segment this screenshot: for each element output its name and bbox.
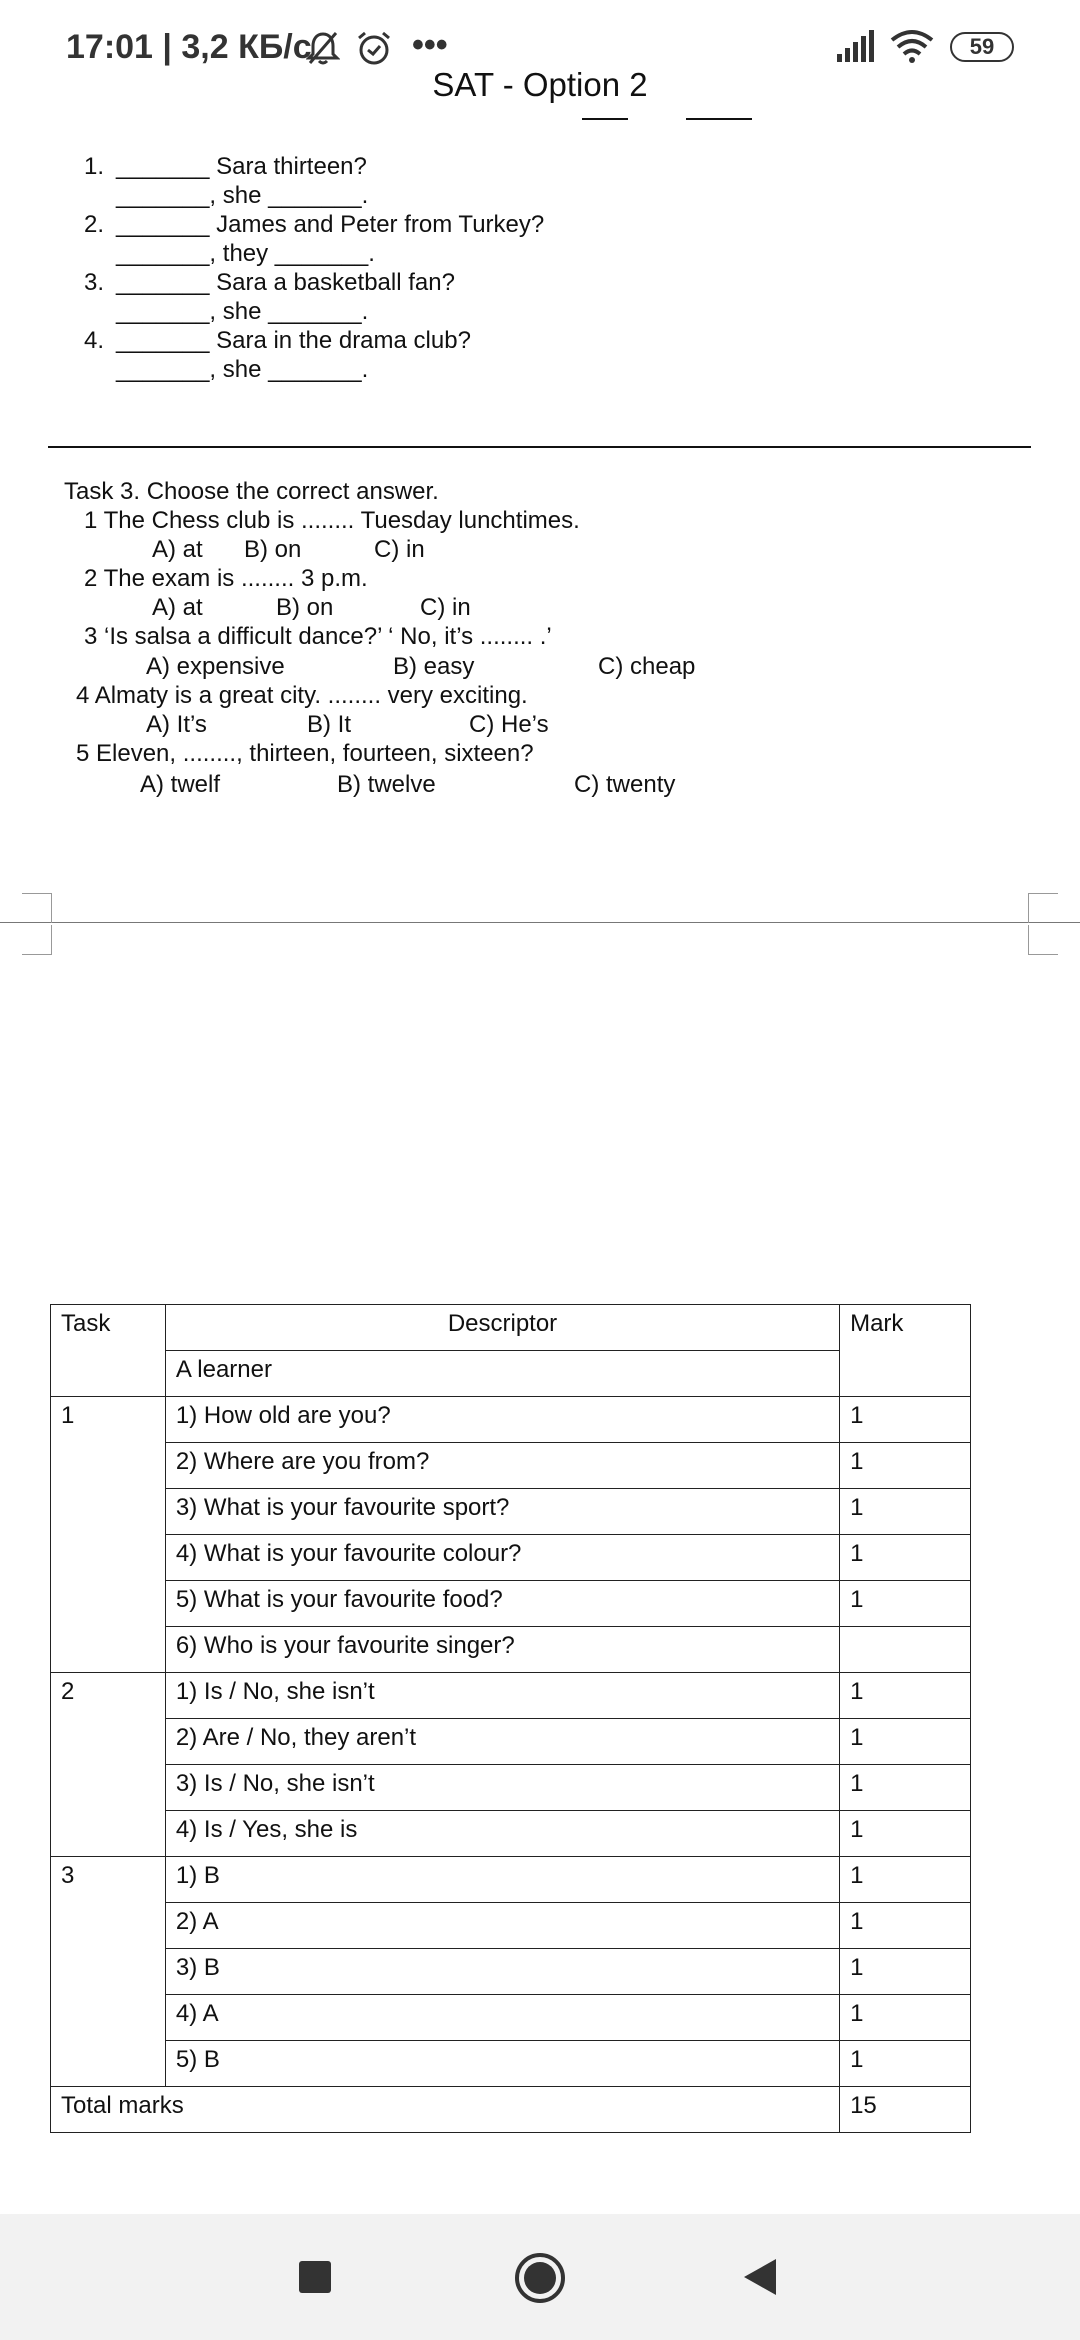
table-row: [51, 1903, 971, 1949]
header-task: Task: [51, 1305, 166, 1397]
table-row: [51, 1535, 971, 1581]
crop-mark: [1028, 893, 1058, 923]
task3-option-a: A) It’s: [146, 711, 207, 738]
task3-option-a: A) at: [152, 536, 203, 563]
table-row: [51, 1765, 971, 1811]
descriptor-cell: 2) Where are you from?: [165, 1443, 839, 1489]
task3-option-a: A) expensive: [146, 653, 285, 680]
header-descriptor: Descriptor: [165, 1305, 839, 1351]
mark-cell: 1: [840, 1397, 971, 1443]
mark-cell: 1: [840, 1949, 971, 1995]
table-row: [51, 1673, 971, 1719]
task3-question: 4 Almaty is a great city. ........ very exciting.: [76, 682, 528, 709]
task3-option-b: B) It: [307, 711, 352, 738]
section-divider: [48, 446, 1031, 448]
table-row: [51, 2041, 971, 2087]
descriptor-cell: 1) B: [165, 1857, 839, 1903]
home-circle-icon[interactable]: [514, 2252, 566, 2304]
descriptor-cell: 3) B: [165, 1949, 839, 1995]
crop-mark: [22, 925, 52, 955]
task2-answer: _______, she _______.: [116, 298, 369, 325]
recents-square-icon[interactable]: [298, 2260, 332, 2294]
task3-option-c: C) in: [420, 594, 471, 621]
mark-cell: 1: [840, 1719, 971, 1765]
mark-cell: 1: [840, 1903, 971, 1949]
status-bar: [0, 0, 1080, 70]
status-time-speed: 17:01 | 3,2 КБ/с: [66, 28, 312, 66]
alarm-icon: [356, 30, 392, 66]
back-triangle-icon[interactable]: [742, 2258, 778, 2296]
mark-cell: 1: [840, 1811, 971, 1857]
document-title: SAT - Option 2: [432, 66, 648, 103]
task3-option-b: B) twelve: [337, 771, 436, 798]
descriptor-cell: 5) B: [165, 2041, 839, 2087]
wifi-icon: [890, 28, 934, 64]
task2-number: 1.: [84, 153, 105, 180]
battery-icon: [950, 32, 1014, 62]
task3-option-b: B) on: [276, 594, 334, 621]
mark-cell: 1: [840, 2041, 971, 2087]
mark-cell: 1: [840, 1443, 971, 1489]
crop-mark: [22, 893, 52, 923]
table-row: [51, 1811, 971, 1857]
task3-option-b: B) on: [244, 536, 302, 563]
page-separator: [0, 922, 1080, 923]
task3-option-c: C) cheap: [598, 653, 696, 680]
task3-option-c: C) in: [374, 536, 425, 563]
partial-line: [582, 118, 628, 120]
task3-option-c: C) twenty: [574, 771, 676, 798]
navigation-bar: [0, 2214, 1080, 2340]
status-more: •••: [412, 26, 448, 64]
table-row: [51, 1581, 971, 1627]
descriptor-cell: 2) Are / No, they aren’t: [165, 1719, 839, 1765]
descriptor-cell: 1) How old are you?: [165, 1397, 839, 1443]
total-value: 15: [840, 2087, 971, 2133]
header-mark: Mark: [840, 1305, 971, 1397]
task3-question: 5 Eleven, ........, thirteen, fourteen, sixteen?: [76, 740, 534, 767]
signal-icon: [835, 28, 877, 64]
descriptor-cell: 1) Is / No, she isn’t: [165, 1673, 839, 1719]
table-row: [51, 1627, 971, 1673]
table-row: [51, 1719, 971, 1765]
descriptor-cell: 6) Who is your favourite singer?: [165, 1627, 839, 1673]
mark-cell: 1: [840, 1857, 971, 1903]
task3-question: 3 ‘Is salsa a difficult dance?’ ‘ No, it’s ........ .’: [84, 623, 552, 650]
table-row: [51, 1397, 971, 1443]
task3-option-b: B) easy: [393, 653, 475, 680]
task3-option-a: A) at: [152, 594, 203, 621]
task2-question: _______ Sara thirteen?: [116, 153, 367, 180]
subheader-learner: A learner: [165, 1351, 839, 1397]
descriptor-cell: 2) A: [165, 1903, 839, 1949]
mark-cell: 1: [840, 1673, 971, 1719]
task2-answer: _______, they _______.: [116, 240, 375, 267]
task2-question: _______ Sara in the drama club?: [116, 327, 471, 354]
mark-cell: 1: [840, 1765, 971, 1811]
task2-number: 2.: [84, 211, 105, 238]
task2-answer: _______, she _______.: [116, 356, 369, 383]
task-number: 1: [51, 1397, 166, 1673]
task2-answer: _______, she _______.: [116, 182, 369, 209]
table-row: [51, 1489, 971, 1535]
scoring-table: [50, 1304, 971, 2133]
task3-option-c: C) He’s: [469, 711, 549, 738]
battery-level: 59: [969, 34, 995, 59]
table-row: [51, 1995, 971, 2041]
table-row: [51, 1443, 971, 1489]
descriptor-cell: 4) What is your favourite colour?: [165, 1535, 839, 1581]
total-row: [51, 2087, 971, 2133]
task-number: 3: [51, 1857, 166, 2087]
task3-question: 2 The exam is ........ 3 p.m.: [84, 565, 368, 592]
descriptor-cell: 3) Is / No, she isn’t: [165, 1765, 839, 1811]
mark-cell: 1: [840, 1535, 971, 1581]
descriptor-cell: 5) What is your favourite food?: [165, 1581, 839, 1627]
mark-cell: 1: [840, 1489, 971, 1535]
task-number: 2: [51, 1673, 166, 1857]
task2-question: _______ Sara a basketball fan?: [116, 269, 455, 296]
task2-question: _______ James and Peter from Turkey?: [116, 211, 545, 238]
mark-cell: 1: [840, 1581, 971, 1627]
mark-cell: 1: [840, 1995, 971, 2041]
bell-muted-icon: [306, 30, 340, 66]
table-row: [51, 1949, 971, 1995]
task2-number: 4.: [84, 327, 105, 354]
total-label: Total marks: [51, 2087, 840, 2133]
crop-mark: [1028, 925, 1058, 955]
task3-title: Task 3. Choose the correct answer.: [64, 478, 439, 505]
mark-cell: [840, 1627, 971, 1673]
descriptor-cell: 3) What is your favourite sport?: [165, 1489, 839, 1535]
partial-line: [686, 118, 752, 120]
task2-number: 3.: [84, 269, 105, 296]
table-row: [51, 1857, 971, 1903]
task3-option-a: A) twelf: [140, 771, 221, 798]
descriptor-cell: 4) Is / Yes, she is: [165, 1811, 839, 1857]
task3-question: 1 The Chess club is ........ Tuesday lunchtimes.: [84, 507, 580, 534]
descriptor-cell: 4) A: [165, 1995, 839, 2041]
